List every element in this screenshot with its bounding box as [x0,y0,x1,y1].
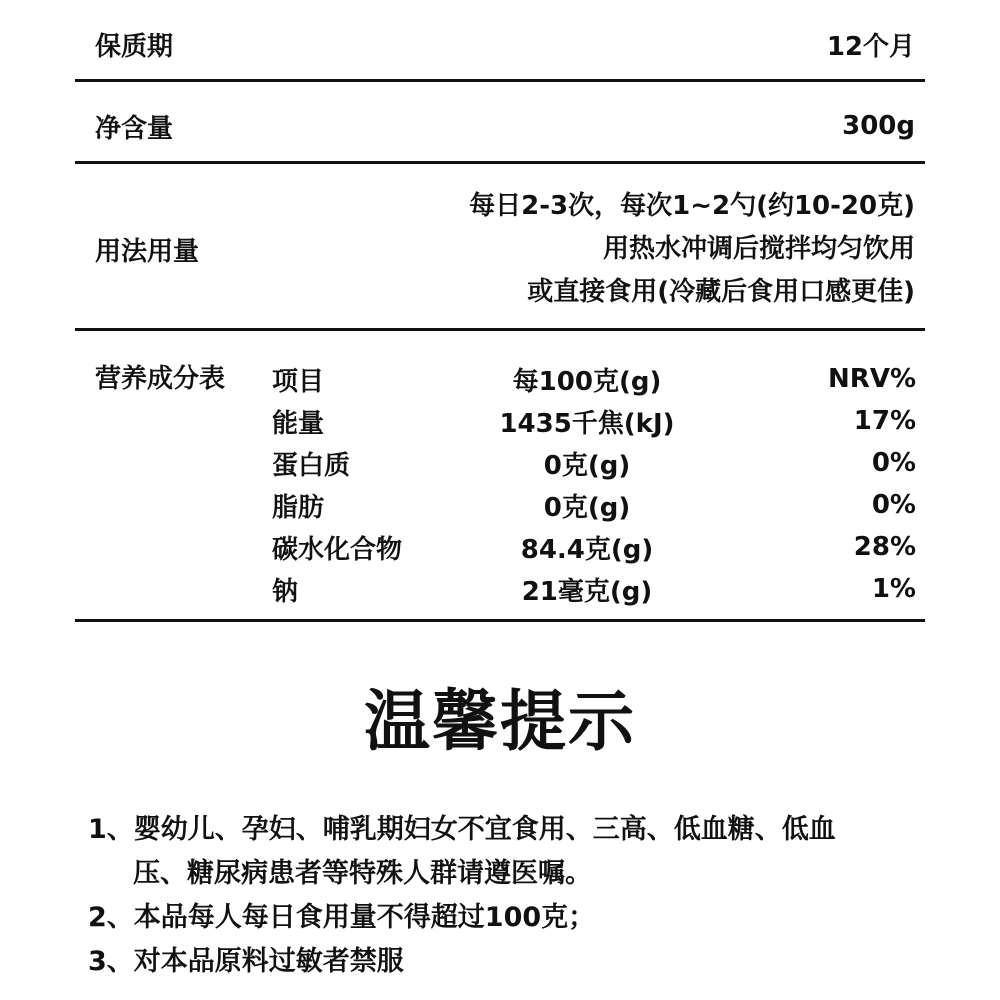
tip-text: 3、对本品原料过敏者禁服 [88,946,404,977]
nutrient-name: 钠 [272,576,299,607]
usage-instructions [469,185,915,314]
usage-row [75,185,925,313]
shelf-life-row [75,20,925,68]
nutrient-nrv: 17% [853,406,916,436]
nutrient-nrv: 28% [853,532,916,562]
tips-list [88,808,918,984]
list-item [88,896,918,940]
shelf-life-value: 12个月 [826,31,915,62]
nutrient-nrv: 1% [871,574,916,604]
nutrient-amount: 21毫克(g) [521,576,653,607]
nutrient-name: 脂肪 [272,492,325,523]
nutrient-amount: 0克(g) [543,450,631,481]
nutrient-amount: 84.4克(g) [520,534,654,565]
nutrient-amount: 1435千焦(kJ) [499,408,675,439]
usage-line: 每日2-3次，每次1~2勺(约10-20克) [469,190,915,221]
table-row [272,400,916,442]
divider [75,161,925,164]
header-per100: 每100克(g) [512,366,662,397]
net-content-row [75,102,925,150]
nutrition-table [272,358,916,610]
usage-line: 或直接食用(冷藏后食用口感更佳) [527,276,915,307]
nutrient-name: 能量 [272,408,325,439]
list-item [88,808,918,896]
table-row [272,484,916,526]
nutrient-name: 蛋白质 [272,450,351,481]
nutrition-header-row [272,358,916,400]
table-row [272,442,916,484]
shelf-life-label: 保质期 [95,31,174,62]
net-content-label: 净含量 [95,113,174,144]
table-row [272,568,916,610]
table-row [272,526,916,568]
header-item: 项目 [272,366,325,397]
divider [75,328,925,331]
tips-title: 温馨提示 [364,683,636,760]
usage-label: 用法用量 [95,236,200,267]
tip-text-continued: 压、糖尿病患者等特殊人群请遵医嘱。 [133,858,592,889]
nutrient-nrv: 0% [871,448,916,478]
divider [75,79,925,82]
tip-text: 2、本品每人每日食用量不得超过100克； [88,902,596,933]
usage-line: 用热水冲调后搅拌均匀饮用 [602,233,915,264]
nutrition-label: 营养成分表 [95,364,226,394]
header-nrv: NRV% [828,364,916,394]
tip-text: 1、婴幼儿、孕妇、哺乳期妇女不宜食用、三高、低血糖、低血 [88,814,836,845]
net-content-value: 300g [842,111,915,141]
nutrient-nrv: 0% [871,490,916,520]
list-item [88,940,918,984]
nutrient-name: 碳水化合物 [272,534,403,565]
divider [75,619,925,622]
nutrient-amount: 0克(g) [543,492,631,523]
